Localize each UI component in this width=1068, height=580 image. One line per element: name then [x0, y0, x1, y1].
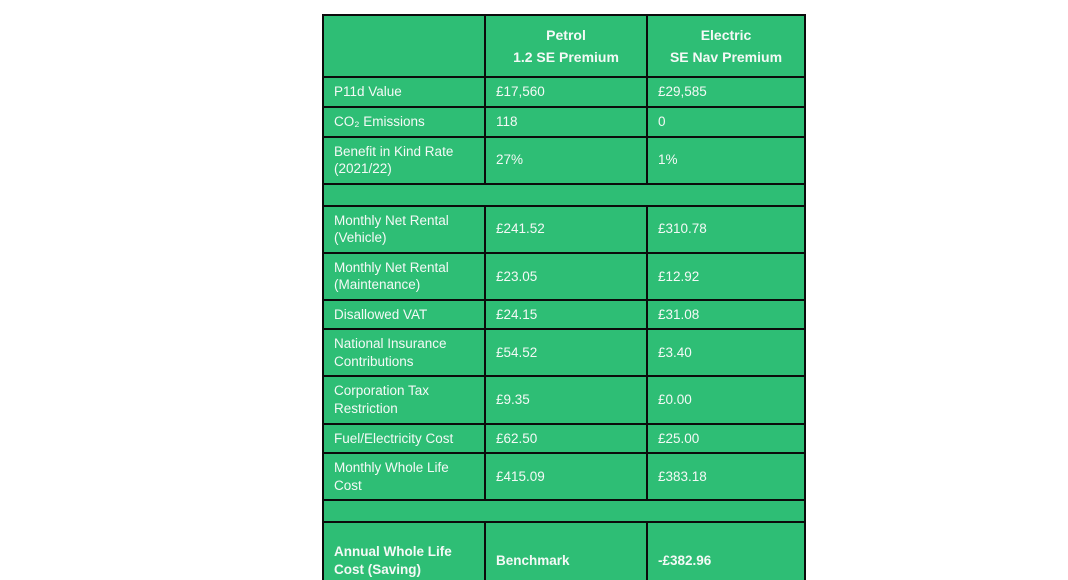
petrol-value-cell: 27% [485, 137, 647, 184]
petrol-value-cell: £241.52 [485, 206, 647, 253]
row-label-cell: Annual Whole Life Cost (Saving) [323, 522, 485, 580]
petrol-value-cell: 118 [485, 107, 647, 137]
petrol-value-cell: Benchmark [485, 522, 647, 580]
petrol-value-cell: £62.50 [485, 424, 647, 454]
table-row [323, 107, 805, 137]
row-label-cell: Monthly Net Rental (Vehicle) [323, 206, 485, 253]
row-label-cell: Monthly Whole Life Cost [323, 453, 485, 500]
row-label-cell: Disallowed VAT [323, 300, 485, 330]
header-petrol-title: Petrol [546, 26, 586, 43]
electric-value-cell: £3.40 [647, 329, 805, 376]
row-label-cell: Corporation Tax Restriction [323, 376, 485, 423]
table-row [323, 137, 805, 184]
header-electric-cell [647, 15, 805, 77]
petrol-value-cell: £415.09 [485, 453, 647, 500]
header-petrol-cell [485, 15, 647, 77]
petrol-value-cell: £9.35 [485, 376, 647, 423]
row-label-cell: Benefit in Kind Rate (2021/22) [323, 137, 485, 184]
table-row [323, 376, 805, 423]
table-row [323, 300, 805, 330]
petrol-value-cell: £54.52 [485, 329, 647, 376]
electric-value-cell: £29,585 [647, 77, 805, 107]
header-empty-cell [323, 15, 485, 77]
header-electric-title: Electric [700, 26, 752, 43]
electric-value-cell: 1% [647, 137, 805, 184]
row-label-cell: P11d Value [323, 77, 485, 107]
section-spacer-row [323, 184, 805, 206]
petrol-value-cell: £23.05 [485, 253, 647, 300]
table-row [323, 522, 805, 580]
electric-value-cell: £0.00 [647, 376, 805, 423]
row-label-cell: Fuel/Electricity Cost [323, 424, 485, 454]
electric-value-cell: £12.92 [647, 253, 805, 300]
electric-value-cell: 0 [647, 107, 805, 137]
table-row [323, 206, 805, 253]
table-row [323, 77, 805, 107]
electric-value-cell: £25.00 [647, 424, 805, 454]
comparison-table-container [322, 14, 804, 580]
electric-value-cell: £31.08 [647, 300, 805, 330]
table-header-row [323, 15, 805, 77]
section-spacer-row [323, 500, 805, 522]
petrol-value-cell: £24.15 [485, 300, 647, 330]
whole-life-cost-table [322, 14, 806, 580]
table-row [323, 329, 805, 376]
petrol-value-cell: £17,560 [485, 77, 647, 107]
table-row [323, 453, 805, 500]
row-label-cell: CO₂ Emissions [323, 107, 485, 137]
electric-value-cell: -£382.96 [647, 522, 805, 580]
spacer-cell [323, 184, 805, 206]
spacer-cell [323, 500, 805, 522]
table-row [323, 253, 805, 300]
electric-value-cell: £383.18 [647, 453, 805, 500]
header-electric-subtitle: SE Nav Premium [669, 49, 783, 65]
electric-value-cell: £310.78 [647, 206, 805, 253]
header-petrol-subtitle: 1.2 SE Premium [513, 49, 619, 65]
row-label-cell: Monthly Net Rental (Maintenance) [323, 253, 485, 300]
table-row [323, 424, 805, 454]
row-label-cell: National Insurance Contributions [323, 329, 485, 376]
